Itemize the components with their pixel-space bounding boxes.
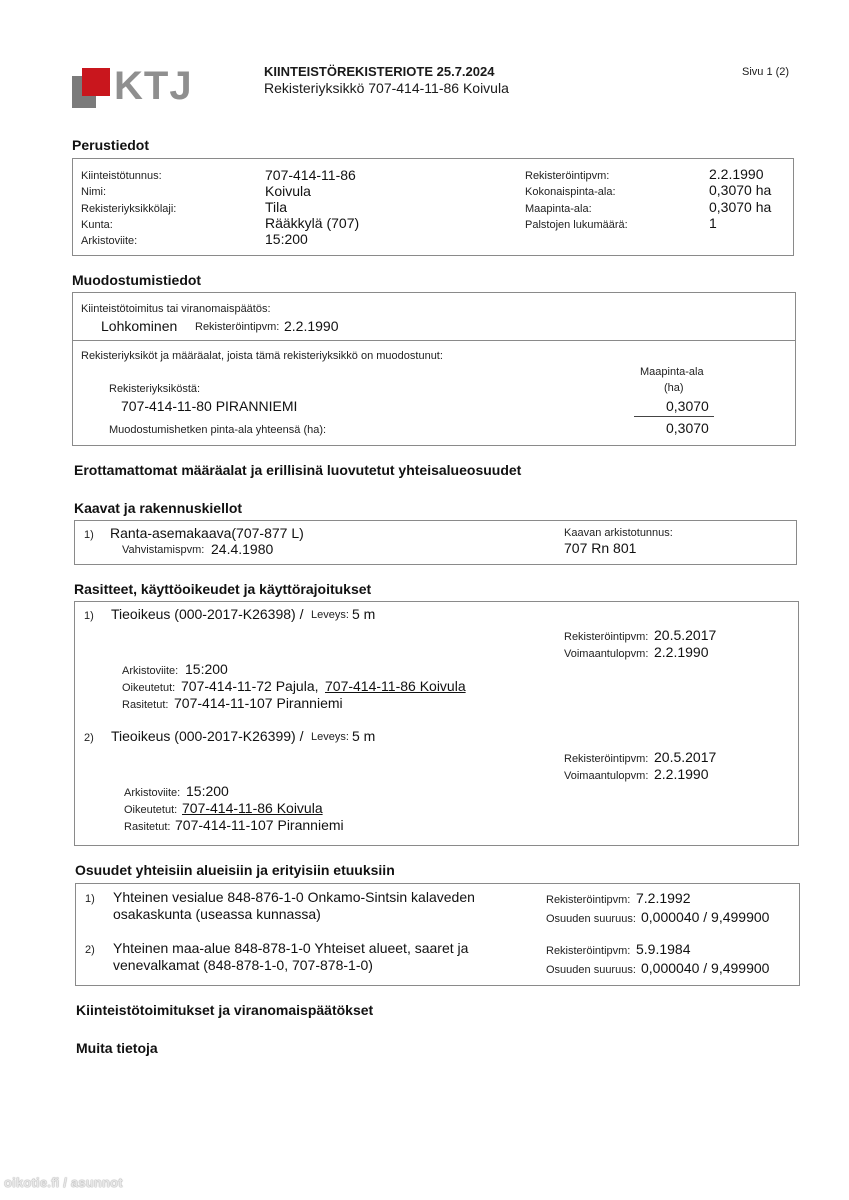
label-total-area: Muodostumishetken pinta-ala yhteensä (ha): xyxy=(109,424,327,436)
rasite-1-oik-label: Oikeutetut: xyxy=(122,682,176,694)
document-title: KIINTEISTÖREKISTERIOTE 25.7.2024 xyxy=(264,64,495,79)
label-nimi: Nimi: xyxy=(81,186,107,198)
osuus-1-rek-label: Rekisteröintipvm: xyxy=(546,894,631,906)
value-kokonaispinta-ala: 0,3070 ha xyxy=(709,182,772,198)
muita-tietoja-heading: Muita tietoja xyxy=(76,1040,158,1056)
osuudet-heading: Osuudet yhteisiin alueisiin ja erityisiin etuuksiin xyxy=(75,862,395,878)
osuus-1-line2: osakaskunta (useassa kunnassa) xyxy=(113,906,321,922)
rasite-1-leveys-label: Leveys: xyxy=(311,609,349,621)
kiinteistotoimitukset-heading: Kiinteistötoimitukset ja viranomaispäätökset xyxy=(76,1002,374,1018)
osuus-2-number: 2) xyxy=(85,944,95,956)
label-ha-col: (ha) xyxy=(664,382,684,394)
erottamattomat-heading: Erottamattomat määräalat ja erillisinä luovutetut yhteisalueosuudet xyxy=(74,462,522,478)
rasite-2-leveys-value: 5 m xyxy=(352,728,376,744)
value-palstojen-lukumaara: 1 xyxy=(709,215,717,231)
logo-text: KTJ xyxy=(114,64,193,108)
label-palstojen-lukumaara: Palstojen lukumäärä: xyxy=(525,219,628,231)
rasite-2-ras-label: Rasitetut: xyxy=(124,821,171,833)
value-muod-rekpvm: 2.2.1990 xyxy=(284,318,339,334)
value-total-area: 0,3070 xyxy=(666,420,709,436)
label-kunta: Kunta: xyxy=(81,219,113,231)
osuus-1-osuus-label: Osuuden suuruus: xyxy=(546,913,636,925)
label-rekisteriyksikosta: Rekisteriyksiköstä: xyxy=(109,383,201,395)
rasite-2-oik-value-b[interactable]: 707-414-11-86 Koivula xyxy=(182,800,323,816)
rasite-1-voim-value: 2.2.1990 xyxy=(654,644,709,660)
rasite-1-arkisto-label: Arkistoviite: xyxy=(122,665,179,677)
osuus-1-line1: Yhteinen vesialue 848-876-1-0 Onkamo-Sintsin kalaveden xyxy=(113,889,475,905)
perustiedot-heading: Perustiedot xyxy=(72,137,150,153)
kaava-number: 1) xyxy=(84,529,94,541)
rasite-1-arkisto-value: 15:200 xyxy=(185,661,228,677)
rasite-2-rek-label: Rekisteröintipvm: xyxy=(564,753,649,765)
ktj-logo xyxy=(72,64,193,110)
label-kaavan-arkistotunnus: Kaavan arkistotunnus: xyxy=(564,527,673,539)
label-kokonaispinta-ala: Kokonaispinta-ala: xyxy=(525,186,616,198)
value-rekisteriyksikkolaji: Tila xyxy=(265,199,288,215)
value-toimitus: Lohkominen xyxy=(101,318,178,334)
kaavat-heading: Kaavat ja rakennuskiellot xyxy=(74,500,243,516)
rasite-2-arkisto-label: Arkistoviite: xyxy=(124,787,181,799)
muodostumistiedot-heading: Muodostumistiedot xyxy=(72,272,202,288)
watermark: oikotie.fi / asunnot xyxy=(4,1175,123,1190)
osuus-2-line2: venevalkamat (848-878-1-0, 707-878-1-0) xyxy=(113,957,373,973)
value-nimi: Koivula xyxy=(265,183,311,199)
page-number: Sivu 1 (2) xyxy=(742,66,790,78)
rasite-1-ras-label: Rasitetut: xyxy=(122,699,169,711)
label-vahvistamispvm: Vahvistamispvm: xyxy=(122,544,205,556)
rasite-2-leveys-label: Leveys: xyxy=(311,731,349,743)
logo-square-red xyxy=(82,68,110,96)
osuus-1-number: 1) xyxy=(85,893,95,905)
label-muod-rekpvm: Rekisteröintipvm: xyxy=(195,321,280,333)
label-rekisteriyksikkolaji: Rekisteriyksikkölaji: xyxy=(81,203,177,215)
value-kaavan-arkistotunnus: 707 Rn 801 xyxy=(564,540,637,556)
label-rekisterointipvm: Rekisteröintipvm: xyxy=(525,170,610,182)
osuus-2-rek-value: 5.9.1984 xyxy=(636,941,691,957)
rasite-1-rek-value: 20.5.2017 xyxy=(654,627,717,643)
rasite-1-ras-value: 707-414-11-107 Piranniemi xyxy=(174,695,343,711)
value-kunta: Rääkkylä (707) xyxy=(265,215,360,231)
rasite-2-name: Tieoikeus (000-2017-K26399) / xyxy=(111,728,304,744)
osuus-2-osuus-label: Osuuden suuruus: xyxy=(546,964,636,976)
rasite-1-rek-label: Rekisteröintipvm: xyxy=(564,631,649,643)
area-sum-line xyxy=(634,416,714,417)
value-source-area: 0,3070 xyxy=(666,398,709,414)
rasite-1-name: Tieoikeus (000-2017-K26398) / xyxy=(111,606,304,622)
label-maapinta-ala-col: Maapinta-ala xyxy=(640,366,704,378)
label-rekisteriyksikot: Rekisteriyksiköt ja määräalat, joista tämä rekisteriyksikkö on muodostunut: xyxy=(81,350,443,362)
label-kiinteistotunnus: Kiinteistötunnus: xyxy=(81,170,162,182)
value-rekisterointipvm: 2.2.1990 xyxy=(709,166,764,182)
rasite-2-oik-label: Oikeutetut: xyxy=(124,804,178,816)
rasite-1-oik-value-b[interactable]: 707-414-11-86 Koivula xyxy=(325,678,466,694)
value-maapinta-ala: 0,3070 ha xyxy=(709,199,772,215)
osuus-2-osuus-value: 0,000040 / 9,499900 xyxy=(641,960,770,976)
rasite-2-ras-value: 707-414-11-107 Piranniemi xyxy=(175,817,344,833)
document-subtitle: Rekisteriyksikkö 707-414-11-86 Koivula xyxy=(264,80,509,96)
value-arkistoviite: 15:200 xyxy=(265,231,308,247)
label-arkistoviite: Arkistoviite: xyxy=(81,235,138,247)
muodostumistiedot-divider xyxy=(73,340,795,341)
perustiedot-box xyxy=(72,158,794,256)
rasite-1-leveys-value: 5 m xyxy=(352,606,376,622)
rasite-1-voim-label: Voimaantulopvm: xyxy=(564,648,649,660)
kaava-name: Ranta-asemakaava(707-877 L) xyxy=(110,525,304,541)
label-maapinta-ala: Maapinta-ala: xyxy=(525,203,592,215)
rasite-1-oik-value-a: 707-414-11-72 Pajula, xyxy=(181,678,319,694)
osuus-2-rek-label: Rekisteröintipvm: xyxy=(546,945,631,957)
rasite-2-voim-value: 2.2.1990 xyxy=(654,766,709,782)
rasite-2-arkisto-value: 15:200 xyxy=(186,783,229,799)
rasitteet-heading: Rasitteet, käyttöoikeudet ja käyttörajoitukset xyxy=(74,581,372,597)
osuus-1-osuus-value: 0,000040 / 9,499900 xyxy=(641,909,770,925)
rasite-1-number: 1) xyxy=(84,610,94,622)
value-source-unit: 707-414-11-80 PIRANNIEMI xyxy=(121,398,298,414)
rasite-2-voim-label: Voimaantulopvm: xyxy=(564,770,649,782)
label-toimitus: Kiinteistötoimitus tai viranomaispäätös: xyxy=(81,303,271,315)
value-vahvistamispvm: 24.4.1980 xyxy=(211,541,274,557)
osuus-1-rek-value: 7.2.1992 xyxy=(636,890,691,906)
value-kiinteistotunnus: 707-414-11-86 xyxy=(265,167,356,183)
rasite-2-number: 2) xyxy=(84,732,94,744)
osuus-2-line1: Yhteinen maa-alue 848-878-1-0 Yhteiset alueet, saaret ja xyxy=(113,940,469,956)
rasite-2-rek-value: 20.5.2017 xyxy=(654,749,717,765)
